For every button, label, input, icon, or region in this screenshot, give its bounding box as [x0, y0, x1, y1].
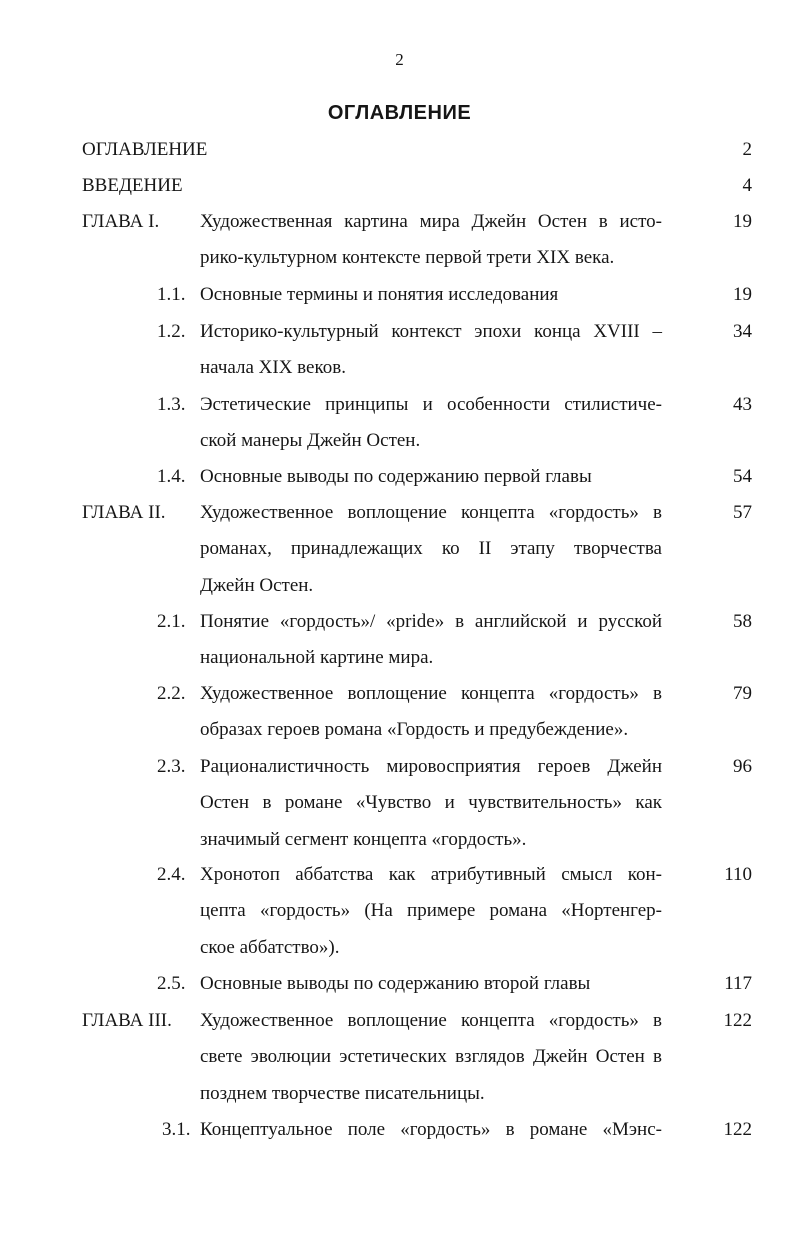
toc-entry-label: 1.1.	[157, 284, 186, 305]
toc-entry-label: 2.5.	[157, 973, 186, 994]
toc-entry-line: Историко-культурный контекст эпохи конца XVIII –	[200, 321, 662, 342]
toc-entry-label: 1.2.	[157, 321, 186, 342]
toc-entry-line: Основные выводы по содержанию первой главы	[200, 466, 592, 487]
toc-entry-page: 117	[724, 973, 752, 994]
toc-entry-page: 122	[723, 1010, 752, 1031]
toc-entry-line: Художественное воплощение концепта «гордость» в	[200, 683, 662, 704]
toc-entry-line: Художественная картина мира Джейн Остен в исто-	[200, 211, 662, 232]
toc-entry-page: 2	[742, 139, 752, 160]
toc-entry-line: национальной картине мира.	[200, 647, 434, 669]
toc-entry-label: 1.4.	[157, 466, 186, 487]
toc-entry-label: 2.4.	[157, 864, 186, 885]
toc-entry-line: значимый сегмент концепта «гордость».	[200, 828, 527, 850]
toc-entry-line: ской манеры Джейн Остен.	[200, 430, 421, 452]
toc-entry-page: 54	[733, 466, 752, 487]
toc-entry-line: Эстетические принципы и особенности стилистиче-	[200, 394, 662, 415]
toc-entry-page: 122	[723, 1119, 752, 1140]
toc-entry-page: 43	[733, 394, 752, 415]
toc-entry-line: цепта «гордость» (На примере романа «Нортенгер-	[200, 900, 662, 922]
toc-entry-line: рико-культурном контексте первой трети XIX века.	[200, 247, 615, 269]
toc-entry-line: Хронотоп аббатства как атрибутивный смысл кон-	[200, 864, 662, 885]
toc-entry-label: 2.1.	[157, 611, 186, 632]
toc-entry-page: 79	[733, 683, 752, 704]
toc-entry-page: 96	[733, 756, 752, 777]
toc-entry-page: 34	[733, 321, 752, 342]
toc-entry-page: 57	[733, 502, 752, 523]
toc-entry-label: ГЛАВА II.	[82, 502, 166, 523]
toc-entry-line: Основные выводы по содержанию второй главы	[200, 973, 591, 994]
toc-entry-line: Остен в романе «Чувство и чувствительность» как	[200, 792, 662, 814]
toc-entry-page: 58	[733, 611, 752, 632]
toc-entry-page: 110	[724, 864, 752, 885]
toc-entry-line: позднем творчестве писательницы.	[200, 1082, 485, 1104]
toc-entry-page: 4	[742, 175, 752, 196]
toc-entry-page: 19	[733, 211, 752, 232]
toc-entry-label: ГЛАВА III.	[82, 1010, 172, 1031]
toc-entry-label: 2.3.	[157, 756, 186, 777]
toc-entry-label: 1.3.	[157, 394, 186, 415]
toc-entry-line: Концептуальное поле «гордость» в романе «Мэнс-	[200, 1119, 662, 1140]
toc-entry-line: свете эволюции эстетических взглядов Джейн Остен в	[200, 1046, 662, 1068]
toc-entry-label: ГЛАВА I.	[82, 211, 160, 232]
toc-entry-page: 19	[733, 284, 752, 305]
toc-entry-line: Рационалистичность мировосприятия героев Джейн	[200, 756, 662, 777]
toc-entry-line: Художественное воплощение концепта «гордость» в	[200, 502, 662, 523]
toc-entry-line: начала XIX веков.	[200, 357, 346, 379]
toc-entry-line: Основные термины и понятия исследования	[200, 284, 559, 305]
toc-entry-line: романах, принадлежащих ко II этапу творчества	[200, 538, 662, 560]
toc-entry-label: 3.1.	[162, 1119, 191, 1140]
toc-entry-line: ОГЛАВЛЕНИЕ	[82, 139, 208, 160]
toc-entry-line: образах героев романа «Гордость и предубеждение».	[200, 719, 629, 741]
toc-entry-line: Понятие «гордость»/ «pride» в английской и русской	[200, 611, 662, 632]
toc-entry-label: 2.2.	[157, 683, 186, 704]
toc-entry-line: ВВЕДЕНИЕ	[82, 175, 183, 196]
toc-entry-line: Джейн Остен.	[200, 574, 314, 596]
page-number: 2	[395, 50, 404, 69]
toc-entry-line: Художественное воплощение концепта «гордость» в	[200, 1010, 662, 1031]
toc-entry-line: ское аббатство»).	[200, 936, 340, 958]
page-title: ОГЛАВЛЕНИЕ	[327, 102, 472, 124]
